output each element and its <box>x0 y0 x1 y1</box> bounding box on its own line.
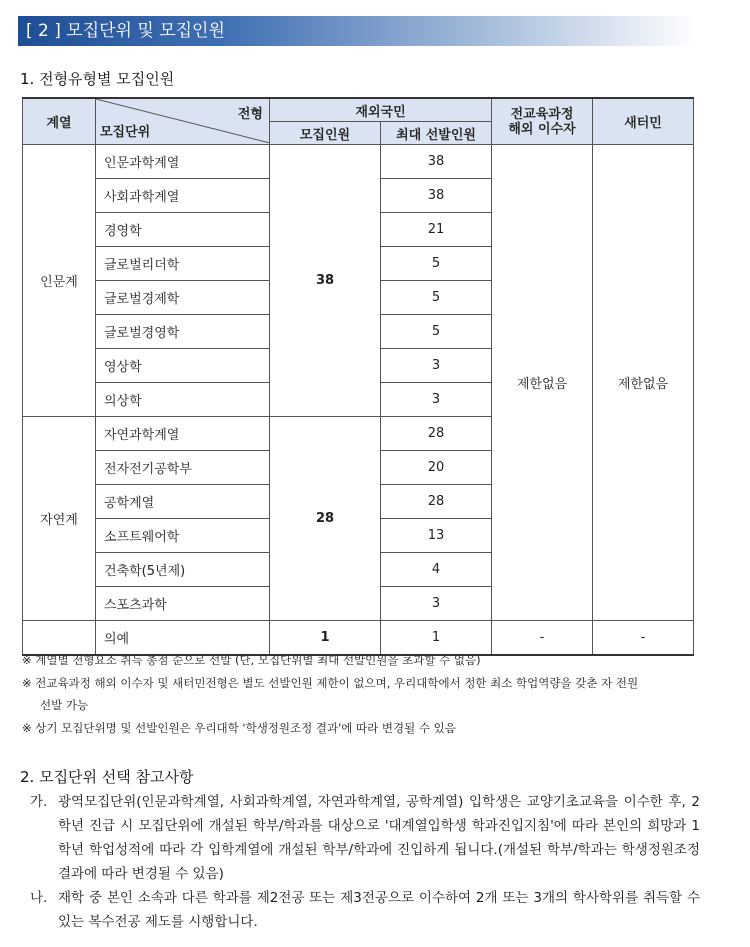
paragraph-text: 재학 중 본인 소속과 다른 학과를 제2전공 또는 제3전공으로 이수하여 2개 또는 3개의 학사학위를 취득할 수 있는 복수전공 제도를 시행합니다. <box>58 890 700 930</box>
max-count: 21 <box>381 213 492 247</box>
section1-title: 1. 전형유형별 모집인원 <box>20 70 175 88</box>
max-count: 5 <box>381 315 492 349</box>
unit-name: 경영학 <box>96 213 270 247</box>
quota-table <box>22 97 694 656</box>
max-count: 28 <box>381 417 492 451</box>
header-curriculum: 전교육과정 해외 이수자 <box>492 98 593 145</box>
field-empty <box>23 621 96 656</box>
max-count: 38 <box>381 145 492 179</box>
unit-name: 글로벌경영학 <box>96 315 270 349</box>
unit-name: 스포츠과학 <box>96 587 270 621</box>
header-unit: 모집단위 <box>100 125 151 140</box>
field-science: 자연계 <box>23 417 96 621</box>
max-count: 20 <box>381 451 492 485</box>
header-defector: 새터민 <box>593 98 694 145</box>
curriculum-unlimited: 제한없음 <box>492 145 593 621</box>
header-field: 계열 <box>23 98 96 145</box>
header-max: 최대 선발인원 <box>381 122 492 145</box>
curriculum-dash: - <box>492 621 593 656</box>
unit-name: 사회과학계열 <box>96 179 270 213</box>
unit-name: 영상학 <box>96 349 270 383</box>
unit-name: 의상학 <box>96 383 270 417</box>
unit-name: 글로벌리더학 <box>96 247 270 281</box>
defector-unlimited: 제한없음 <box>593 145 694 621</box>
quota-humanities: 38 <box>270 145 381 417</box>
note-2: ※ 전교육과정 해외 이수자 및 새터민전형은 별도 선발인원 제한이 없으며, 우리대학에서 정한 최소 학업역량을 갖춘 자 전원 <box>22 676 639 690</box>
max-count: 28 <box>381 485 492 519</box>
note-2-continued: 선발 가능 <box>40 698 89 712</box>
paragraph-label: 나. <box>30 890 48 906</box>
max-count: 13 <box>381 519 492 553</box>
unit-name: 인문과학계열 <box>96 145 270 179</box>
max-count: 38 <box>381 179 492 213</box>
max-count: 3 <box>381 349 492 383</box>
max-count: 3 <box>381 383 492 417</box>
note-1: ※ 계열별 전형요소 취득 총점 순으로 선발 (단, 모집단위별 최대 선발인원을 초과할 수 없음) <box>22 653 481 667</box>
unit-name: 건축학(5년제) <box>96 553 270 587</box>
max-count: 5 <box>381 247 492 281</box>
table-row <box>23 145 694 179</box>
paragraph-label: 가. <box>30 794 48 810</box>
paragraph-text: 광역모집단위(인문과학계열, 사회과학계열, 자연과학계열, 공학계열) 입학생은 교양기초교육을 이수한 후, 2학년 진급 시 모집단위에 개설된 학부/학과를 대상으로 '대계열입학생 학과진입지침'에 따라 본인의 희망과 1학년 학업성적에 따라 각 입학계열에 개설된 학부/학과에 진입하게 됩니다.(개설된 학부/학과는 학생정원조정 결과에 따라 변경될 수 있음) <box>58 794 700 882</box>
header-track: 전형 <box>237 107 263 122</box>
field-humanities: 인문계 <box>23 145 96 417</box>
unit-name: 공학계열 <box>96 485 270 519</box>
section-banner: [ 2 ] 모집단위 및 모집인원 <box>18 16 698 46</box>
unit-name: 소프트웨어학 <box>96 519 270 553</box>
max-count: 1 <box>381 621 492 656</box>
unit-name: 글로벌경제학 <box>96 281 270 315</box>
unit-name: 의예 <box>96 621 270 656</box>
note-3: ※ 상기 모집단위명 및 선발인원은 우리대학 '학생정원조정 결과'에 따라 변경될 수 있음 <box>22 721 456 735</box>
table-row <box>23 621 694 656</box>
unit-name: 전자전기공학부 <box>96 451 270 485</box>
paragraph-ga <box>30 790 700 886</box>
max-count: 3 <box>381 587 492 621</box>
max-count: 5 <box>381 281 492 315</box>
header-quota: 모집인원 <box>270 122 381 145</box>
defector-dash: - <box>593 621 694 656</box>
max-count: 4 <box>381 553 492 587</box>
unit-name: 자연과학계열 <box>96 417 270 451</box>
section2-title: 2. 모집단위 선택 참고사항 <box>20 768 194 786</box>
quota-science: 28 <box>270 417 381 621</box>
header-diagonal-cell <box>96 98 270 145</box>
header-overseas: 재외국민 <box>270 98 492 122</box>
quota-medical: 1 <box>270 621 381 656</box>
paragraph-na <box>30 886 700 934</box>
